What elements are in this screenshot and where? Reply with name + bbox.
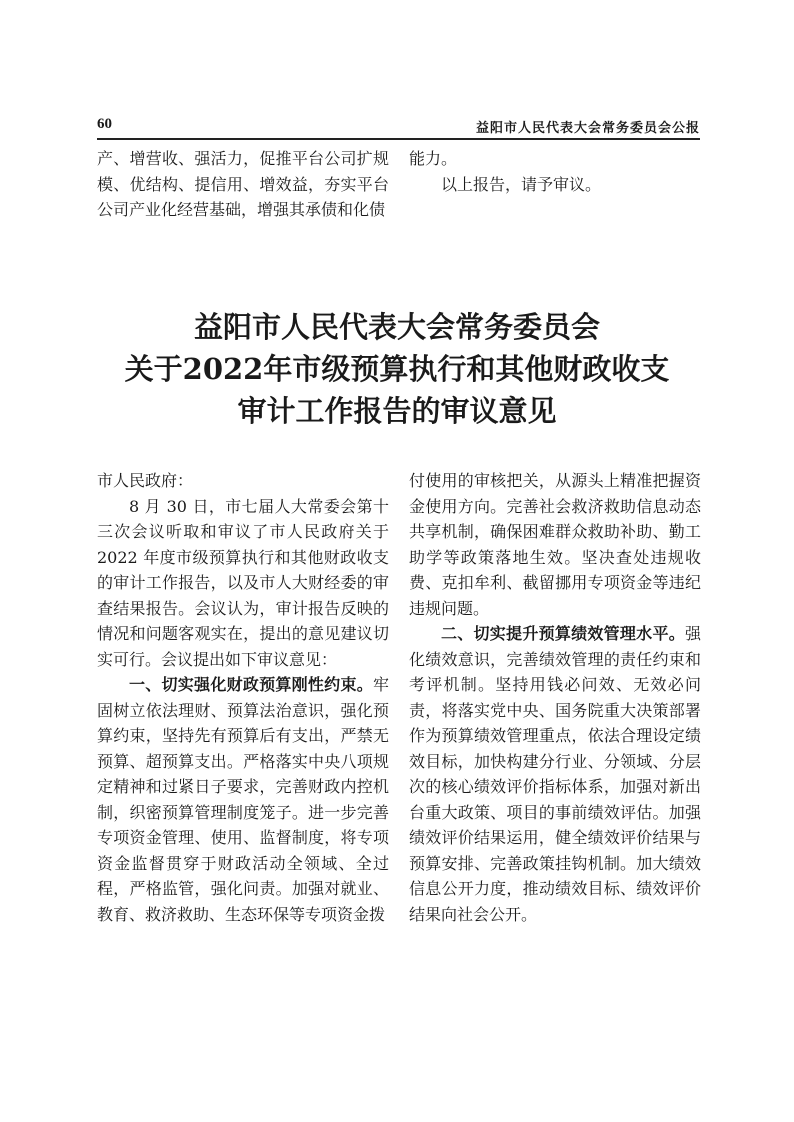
title-line-1: 益阳市人民代表大会常务委员会 [193,310,600,344]
title-line-3: 审计工作报告的审议意见 [237,394,557,428]
body-right-column [409,468,701,927]
section-2-paragraph [409,621,701,927]
section-1-paragraph [97,672,389,927]
prev-article-right-column [409,146,701,197]
page-number: 60 [97,116,112,132]
publication-name: 益阳市人民代表大会常务委员会公报 [475,121,700,136]
body-left-column [97,468,389,927]
intro-paragraph: 8 月 30 日，市七届人大常委会第十三次会议听取和审议了市人民政府关于 2022 年度市级预算执行和其他财政收支的审计工作报告，以及市人大财经委的审查结果报告。会议认为，审计报告反映的情况和问题客观实在，提出的意见建议切实可行。会议提出如下审议意见： [97,496,389,669]
section-2-text: 强化绩效意识，完善绩效管理的责任约束和考评机制。坚持用钱必问效、无效必问责，将落实党中央、国务院重大决策部署作为预算绩效管理重点，依法合理设定绩效目标，加快构建分行业、分领域、分层次的核心绩效评价指标体系，加强对新出台重大政策、项目的事前绩效评估。加强绩效评价结果运用，健全绩效评价结果与预算安排、完善政策挂钩机制。加大绩效信息公开力度，推动绩效目标、绩效评价结果向社会公开。 [409,624,701,924]
prev-article-left-column [97,146,389,223]
title-line-2: 关于2022年市级预算执行和其他财政收支 [124,352,670,386]
article-title [60,306,734,432]
prev-article-ending: 能力。 [409,149,458,168]
section-1-continued: 付使用的审核把关，从源头上精准把握资金使用方向。完善社会救济救助信息动态共享机制，确保困难群众救助补助、勤工助学等政策落地生效。坚决查处违规收费、克扣牟利、截留挪用专项资金等违纪违规问题。 [409,471,701,618]
page-header [97,116,700,140]
addressee: 市人民政府： [97,471,194,490]
section-1-text: 牢固树立依法理财、预算法治意识，强化预算约束，坚持先有预算后有支出，严禁无预算、超预算支出。严格落实中央八项规定精神和过紧日子要求，完善财政内控机制，织密预算管理制度笼子。进一步完善专项资金管理、使用、监督制度，将专项资金监督贯穿于财政活动全领域、全过程，严格监管，强化问责。加强对就业、教育、救济救助、生态环保等专项资金拨 [97,675,389,924]
section-2-heading: 二、切实提升预算绩效管理水平。 [441,624,685,643]
section-1-heading: 一、切实强化财政预算刚性约束。 [129,675,373,694]
prev-article-paragraph: 产、增营收、强活力，促推平台公司扩规模、优结构、提信用、增效益，夯实平台公司产业化经营基础，增强其承债和化债 [97,149,389,219]
report-closing: 以上报告，请予审议。 [441,174,602,194]
